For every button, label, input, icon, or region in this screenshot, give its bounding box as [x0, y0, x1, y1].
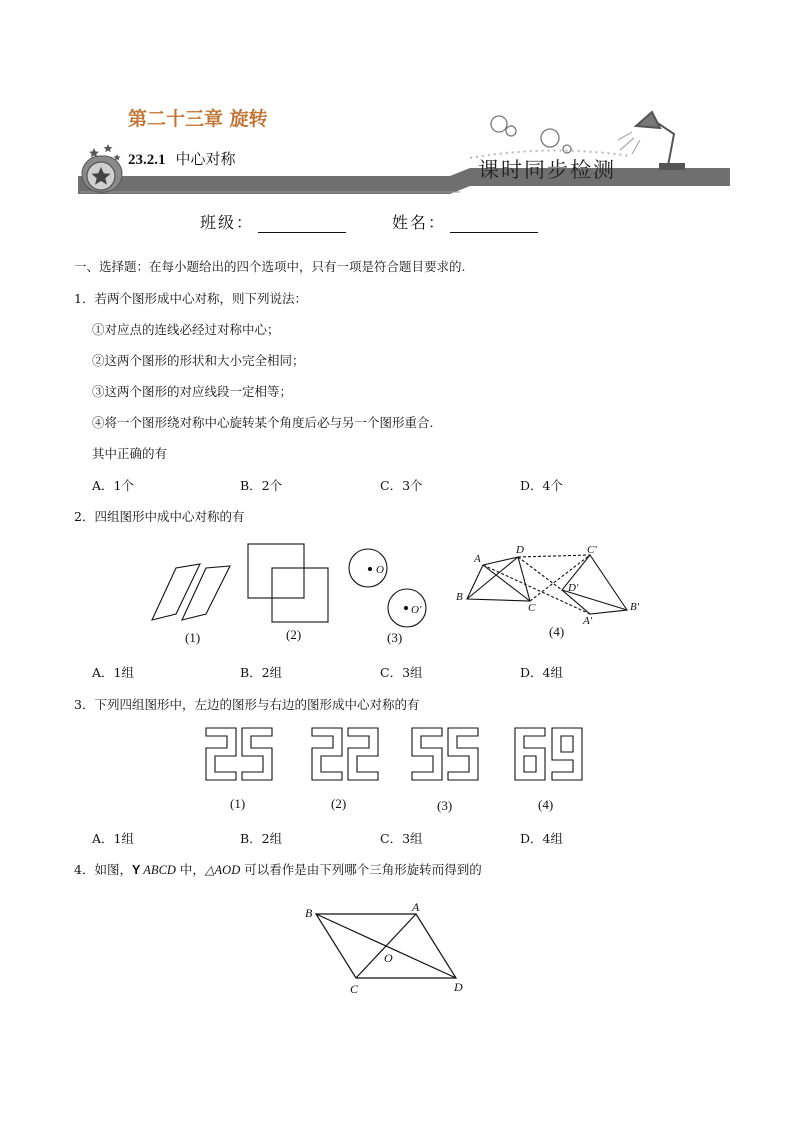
q4-stem-mid: 中， — [175, 862, 205, 877]
q3-option-b[interactable]: B．2组 — [240, 831, 283, 846]
q3-fig2-22 — [312, 728, 378, 780]
q1-statement-3: ③这两个图形的对应线段一定相等； — [92, 384, 293, 399]
q3-caption-1: (1) — [230, 796, 246, 811]
q4-stem-prefix: 4．如图， — [74, 862, 132, 877]
q3-fig1-25 — [206, 728, 272, 780]
q2-caption-2: (2) — [286, 627, 302, 642]
q2-label-c-prime: C′ — [587, 544, 597, 556]
q3-option-a[interactable]: A．1组 — [92, 831, 134, 846]
q2-label-a-prime: A′ — [583, 615, 593, 627]
q3-stem: 3．下列四组图形中，左边的图形与右边的图形成中心对称的有 — [74, 697, 420, 712]
q3-option-c[interactable]: C．3组 — [380, 831, 423, 846]
section-heading — [128, 148, 236, 169]
brand-title: 课时同步检测 — [478, 158, 616, 182]
desk-lamp-icon — [618, 112, 684, 169]
q2-label-d: D — [516, 544, 524, 556]
q2-label-d-prime: D′ — [568, 582, 579, 594]
q1-option-c[interactable]: C．3个 — [380, 478, 423, 493]
q2-label-b: B — [456, 591, 463, 603]
class-field[interactable] — [200, 210, 346, 233]
q4-stem-rest: 可以看作是由下列哪个三角形旋转而得到的 — [240, 862, 482, 877]
q1-option-b[interactable]: B．2个 — [240, 478, 283, 493]
q1-statement-1: ①对应点的连线必经过对称中心； — [92, 322, 280, 337]
q1-option-a[interactable]: A．1个 — [92, 478, 134, 493]
q4-label-c: C — [350, 982, 359, 996]
q2-fig1-parallelograms — [152, 564, 230, 620]
class-blank[interactable] — [258, 217, 346, 233]
q1-followup: 其中正确的有 — [92, 446, 168, 461]
section-title: 中心对称 — [175, 150, 236, 168]
q3-fig4-69 — [515, 728, 582, 780]
star-badge-icon — [82, 144, 122, 192]
q4-stem-abcd: ABCD — [143, 863, 176, 877]
banner-band — [78, 168, 730, 194]
name-blank[interactable] — [450, 217, 538, 233]
q1-statement-4: ④将一个图形绕对称中心旋转某个角度后必与另一个图形重合. — [92, 415, 434, 430]
q3-fig3-55 — [412, 728, 478, 780]
q4-label-d: D — [454, 980, 463, 994]
q2-caption-1: (1) — [185, 630, 201, 645]
q3-figures — [200, 726, 600, 786]
section-number: 23.2.1 — [128, 152, 166, 168]
q2-fig4-quadrilaterals — [456, 544, 640, 627]
q2-label-o-prime: O′ — [411, 604, 422, 616]
q3-caption-3: (3) — [437, 798, 453, 813]
q2-option-a[interactable]: A．1组 — [92, 665, 134, 680]
q2-caption-3: (3) — [387, 630, 403, 645]
class-label: 班级： — [200, 213, 255, 232]
q2-stem: 2．四组图形中成中心对称的有 — [74, 509, 245, 524]
q2-option-d[interactable]: D．4组 — [520, 665, 563, 680]
q1-option-d[interactable]: D．4个 — [520, 478, 563, 493]
q3-caption-4: (4) — [538, 797, 554, 812]
q2-option-b[interactable]: B．2组 — [240, 665, 283, 680]
q3-option-d[interactable]: D．4组 — [520, 831, 563, 846]
q2-label-o: O — [376, 564, 384, 576]
q2-option-c[interactable]: C．3组 — [380, 665, 423, 680]
q4-label-o: O — [384, 951, 393, 965]
q3-caption-2: (2) — [331, 796, 347, 811]
chapter-title: 第二十三章 旋转 — [128, 108, 268, 130]
q2-label-b-prime: B′ — [630, 601, 640, 613]
q2-label-a: A — [474, 553, 481, 565]
q4-label-a: A — [412, 900, 420, 914]
q4-stem-triangle: △AOD — [204, 863, 241, 877]
q4-label-b: B — [305, 906, 313, 920]
q1-statement-2: ②这两个图形的形状和大小完全相同； — [92, 353, 305, 368]
q4-stem — [74, 861, 482, 879]
name-label: 姓名： — [392, 213, 447, 232]
q2-fig3-circles — [349, 549, 426, 627]
parallelogram-symbol: Y — [131, 863, 141, 877]
q4-figure-parallelogram — [300, 900, 480, 1000]
bubbles-decoration — [491, 116, 571, 153]
name-field[interactable] — [392, 210, 538, 233]
q1-stem: 1．若两个图形成中心对称，则下列说法： — [74, 291, 307, 306]
q2-label-c: C — [528, 602, 536, 614]
section1-heading: 一、选择题：在每小题给出的四个选项中，只有一项是符合题目要求的. — [74, 259, 466, 274]
q2-caption-4: (4) — [549, 624, 565, 639]
q2-fig2-squares — [248, 544, 328, 622]
